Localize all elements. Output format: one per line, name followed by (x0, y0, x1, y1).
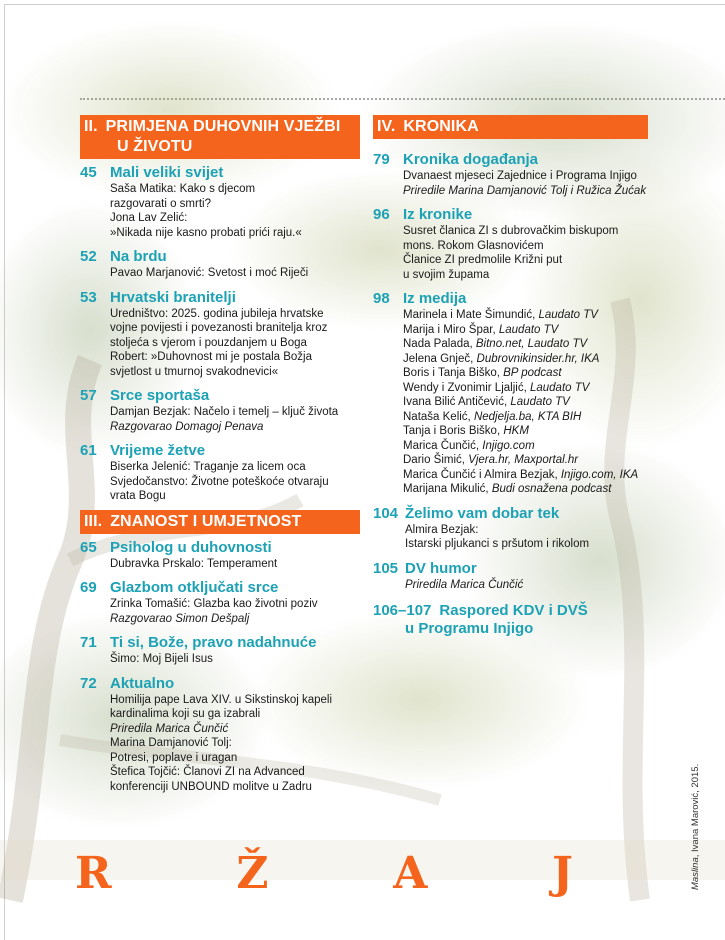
entry-line: Štefica Tojčić: Članovi ZI na Advanced (110, 766, 305, 778)
footer-letter: A (393, 848, 430, 899)
entry-line: Članice ZI predmolile Križni put (403, 254, 563, 266)
media-item (403, 323, 663, 338)
section-ii-title-line1: PRIMJENA DUHOVNIH VJEŽBI (105, 118, 341, 135)
entry-line: Potresi, poplave i uragan (110, 751, 238, 764)
section-iii-title: ZNANOST I UMJETNOST (110, 512, 302, 530)
caption-title: Maslina (690, 857, 701, 890)
media-outlet: Dubrovnikinsider.hr, IKA (476, 352, 600, 365)
media-person: Jelena Gnječ, (403, 352, 477, 365)
media-person: Boris i Tanja Biško, (403, 367, 504, 379)
entry-line: Istarski pljukanci s pršutom i rikolom (405, 538, 590, 550)
section-ii-number: II. (84, 118, 98, 135)
entry-description (110, 693, 360, 795)
media-person: Marinela i Mate Šimundić, (403, 309, 539, 321)
entry-line: Homilija pape Lava XIV. u Sikstinskoj kapeli (110, 693, 333, 706)
entry-credit: Priredila Marica Čunčić (110, 722, 229, 735)
media-item (403, 424, 663, 439)
section-iii-header (80, 510, 360, 534)
entry-description (110, 597, 360, 626)
page-number: 71 (80, 634, 97, 651)
entry-credit: Razgovarao Domagoj Penava (110, 420, 264, 433)
section-iii-number: III. (84, 512, 103, 530)
entry-line: razgovarati o smrti? (110, 197, 211, 210)
entry-description (403, 224, 663, 282)
media-item (403, 352, 663, 367)
entry-line: kardinalima koji su ga izabrali (110, 708, 261, 720)
entry-title: Mali veliki svijet (110, 164, 224, 181)
page-number: 45 (80, 164, 97, 181)
media-outlet: Injigo.com (482, 439, 535, 452)
media-outlet: Injigo.com, IKA (560, 468, 639, 481)
toc-entry-105[interactable] (373, 560, 663, 593)
toc-entry-65[interactable] (80, 539, 360, 572)
toc-entry-61[interactable] (80, 442, 360, 504)
media-person: Marijana Mikulić, (403, 483, 492, 495)
toc-entry-72[interactable] (80, 675, 360, 795)
page-number: 57 (80, 387, 97, 404)
media-person: Dario Šimić, (403, 454, 469, 466)
media-outlet: Bitno.net, Laudato TV (475, 338, 588, 350)
entry-title: DV humor (405, 559, 477, 577)
entry-title: Želimo vam dobar tek (405, 504, 560, 522)
toc-entry-96[interactable] (373, 206, 663, 282)
media-person: Marija i Miro Špar, (403, 323, 499, 336)
page-number: 98 (373, 290, 390, 307)
page-number: 53 (80, 288, 97, 306)
entry-line: Biserka Jelenić: Traganje za licem oca (110, 461, 306, 473)
entry-line: vojne povijesti i povezanosti branitelja kroz (110, 322, 328, 334)
entry-title: Na brdu (110, 248, 167, 265)
media-list (403, 308, 663, 497)
section-ii-title-line2: U ŽIVOTU (117, 138, 193, 155)
entry-line: Robert: »Duhovnost mi je postala Božja (110, 351, 312, 363)
entry-line: u svojim župama (403, 268, 490, 281)
entry-line: Zrinka Tomašić: Glazba kao životni poziv (110, 598, 318, 610)
entry-description (405, 523, 663, 552)
entry-title: Iz kronike (403, 206, 473, 223)
media-outlet: Laudato TV (538, 309, 598, 321)
media-outlet: Budi osnažena podcast (491, 483, 612, 495)
media-person: Ivana Bilić Antičević, (403, 396, 511, 408)
entry-line: mons. Rokom Glasnovićem (403, 239, 544, 252)
page-number: 65 (80, 538, 97, 556)
entry-title-line1: Raspored KDV i DVŠ (439, 602, 588, 619)
caption-credit: , Ivana Marović, 2015. (690, 763, 701, 858)
entry-line: Šimo: Moj Bijeli Isus (110, 653, 213, 665)
toc-entry-52[interactable] (80, 248, 360, 281)
toc-entry-45[interactable] (80, 164, 360, 240)
entry-title: Ti si, Bože, pravo nadahnuće (110, 634, 317, 651)
entry-title: Srce sportaša (110, 387, 210, 404)
entry-title: Vrijeme žetve (110, 442, 206, 459)
media-person: Nada Palada, (403, 338, 476, 350)
media-outlet: HKM (503, 425, 529, 437)
media-person: Marica Čunčić, (403, 439, 483, 452)
footer-letters (75, 848, 575, 898)
entry-line: Saša Matika: Kako s djecom (110, 183, 256, 195)
page-number: 104 (373, 504, 399, 522)
entry-description (405, 578, 663, 593)
entry-title-line2: u Programu Injigo (405, 620, 534, 637)
entry-title: Aktualno (110, 674, 175, 692)
page-number: 105 (373, 559, 399, 577)
section-ii-header (80, 115, 360, 159)
entry-line: vrata Bogu (110, 490, 166, 502)
entry-credit: Priredile Marina Damjanović Tolj i Ružica Žućak (403, 184, 647, 197)
entry-line: Almira Bezjak: (405, 523, 479, 536)
entry-description (110, 182, 360, 240)
page-number: 52 (80, 248, 97, 265)
media-outlet: Nedjelja.ba, KTA BIH (473, 410, 582, 423)
media-person: Marica Čunčić i Almira Bezjak, (403, 468, 561, 481)
media-item (403, 308, 663, 323)
entry-description (110, 266, 360, 281)
page-number: 61 (80, 442, 97, 459)
toc-entry-69[interactable] (80, 579, 360, 626)
entry-title: Iz medija (403, 290, 467, 307)
media-item (403, 482, 663, 497)
entry-line: Dvanaest mjeseci Zajednice i Programa Injigo (403, 170, 637, 182)
entry-line: Jona Lav Zelić: (110, 212, 188, 224)
image-caption (690, 764, 701, 890)
toc-entry-57[interactable] (80, 387, 360, 434)
media-outlet: BP podcast (503, 367, 562, 379)
section-iv-title: KRONIKA (403, 118, 479, 135)
entry-line: Dubravka Prskalo: Temperament (110, 557, 278, 570)
toc-entry-98[interactable] (373, 290, 663, 497)
media-item (403, 366, 663, 381)
media-outlet: Laudato TV (529, 381, 590, 394)
media-person: Nataša Kelić, (403, 410, 474, 423)
footer-letter: J (552, 848, 575, 899)
section-iv-header (373, 115, 648, 139)
media-item (403, 395, 663, 410)
media-item (403, 439, 663, 454)
entry-description (110, 652, 360, 667)
toc-entry-71[interactable] (80, 634, 360, 667)
entry-title: Glazbom otključati srce (110, 579, 279, 596)
entry-line: Marina Damjanović Tolj: (110, 737, 232, 749)
left-column (80, 115, 360, 794)
right-column (373, 115, 663, 638)
media-item (403, 381, 663, 396)
entry-description (110, 307, 360, 380)
entry-title: Psiholog u duhovnosti (110, 538, 272, 556)
footer-letter: Ž (236, 848, 271, 899)
footer-letter: R (75, 848, 114, 899)
entry-description (110, 557, 360, 572)
entry-description (110, 405, 360, 434)
entry-description (403, 169, 663, 198)
section-iv-number: IV. (377, 118, 396, 135)
page-number: 72 (80, 674, 97, 692)
entry-line: Susret članica ZI s dubrovačkim biskupom (403, 225, 619, 237)
media-item (403, 410, 663, 425)
page-number: 79 (373, 151, 390, 168)
entry-credit: Priredila Marica Čunčić (405, 578, 524, 591)
entry-line: Damjan Bezjak: Načelo i temelj – ključ života (110, 406, 339, 418)
entry-line: Pavao Marjanović: Svetost i moć Riječi (110, 267, 309, 279)
media-item (403, 453, 663, 468)
entry-title: Kronika događanja (403, 151, 539, 168)
page-number: 96 (373, 206, 390, 223)
entry-line: konferenciji UNBOUND molitve u Zadru (110, 780, 312, 793)
entry-credit: Razgovarao Simon Dešpalj (110, 612, 250, 625)
entry-line: Svjedočanstvo: Životne poteškoće otvaraju (110, 475, 329, 488)
page-number: 106–107 (373, 602, 432, 619)
media-outlet: Laudato TV (510, 396, 570, 408)
entry-title: Hrvatski branitelji (110, 288, 236, 306)
page-number: 69 (80, 579, 97, 596)
toc-entry-53[interactable] (80, 289, 360, 380)
media-outlet: Vjera.hr, Maxportal.hr (468, 454, 579, 466)
entry-line: Uredništvo: 2025. godina jubileja hrvatske (110, 307, 324, 320)
media-item (403, 468, 663, 483)
media-item (403, 337, 663, 352)
toc-entry-104[interactable] (373, 505, 663, 552)
media-outlet: Laudato TV (498, 323, 559, 336)
media-person: Tanja i Boris Biško, (403, 425, 504, 437)
entry-description (110, 460, 360, 504)
toc-entry-79[interactable] (373, 151, 663, 198)
media-person: Wendy i Zvonimir Ljaljić, (403, 381, 530, 394)
entry-line: »Nikada nije kasno probati prići raju.« (110, 226, 302, 239)
toc-entry-106-107[interactable] (373, 602, 663, 638)
entry-line: svjetlost u tmurnoj svakodnevici« (110, 365, 279, 378)
entry-line: stoljeća s vjerom i pouzdanjem u Boga (110, 336, 307, 349)
